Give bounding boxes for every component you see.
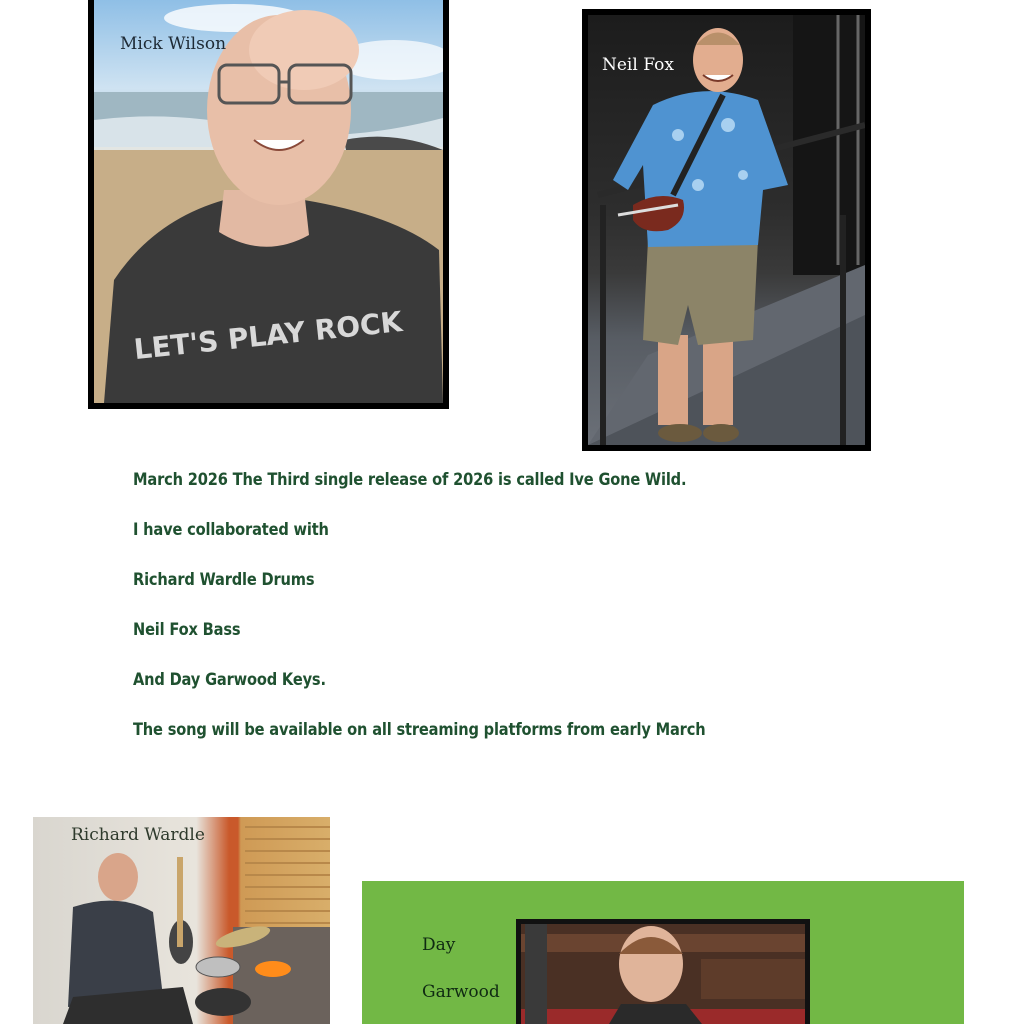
richard-wardle-illustration xyxy=(33,817,330,1024)
richard-wardle-photo xyxy=(33,817,330,1024)
neil-fox-illustration xyxy=(588,15,865,445)
day-garwood-illustration xyxy=(521,924,805,1024)
announcement-line-6: The song will be available on all streaming platforms from early March xyxy=(133,720,706,740)
day-garwood-caption-line-2: Garwood xyxy=(422,982,500,1002)
mick-wilson-illustration xyxy=(94,0,443,403)
mick-wilson-photo xyxy=(88,0,449,409)
mick-wilson-caption: Mick Wilson xyxy=(120,34,227,54)
announcement-line-3: Richard Wardle Drums xyxy=(133,570,315,590)
shirt-text: LET'S PLAY ROCK xyxy=(132,305,404,367)
announcement-line-1: March 2026 The Third single release of 2026 is called Ive Gone Wild. xyxy=(133,470,687,490)
day-garwood-photo xyxy=(516,919,810,1024)
announcement-line-4: Neil Fox Bass xyxy=(133,620,241,640)
neil-fox-caption: Neil Fox xyxy=(602,55,674,75)
day-garwood-caption-line-1: Day xyxy=(422,935,456,955)
announcement-line-5: And Day Garwood Keys. xyxy=(133,670,326,690)
richard-wardle-caption: Richard Wardle xyxy=(71,825,205,845)
day-garwood-panel xyxy=(362,881,964,1024)
neil-fox-photo xyxy=(582,9,871,451)
announcement-line-2: I have collaborated with xyxy=(133,520,329,540)
